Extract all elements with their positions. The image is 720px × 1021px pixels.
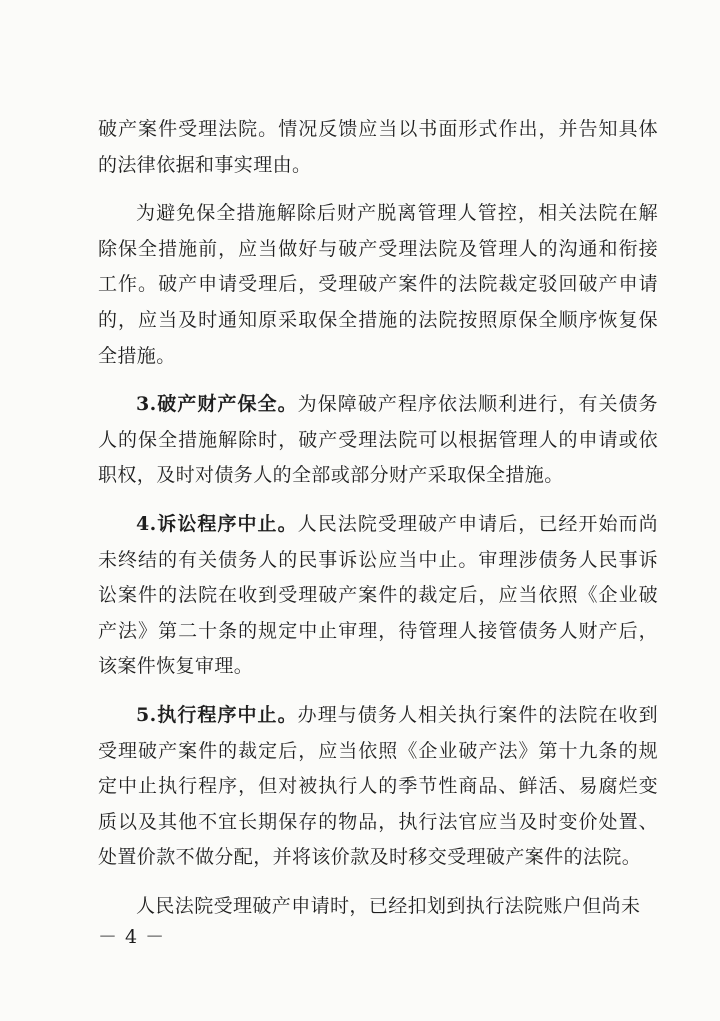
paragraph-2-text: 为避免保全措施解除后财产脱离管理人管控，相关法院在解除保全措施前，应当做好与破产受理法院及管理人的沟通和衔接工作。破产申请受理后，受理破产案件的法院裁定驳回破产申请的，应当及时通知原采取保全措施的法院按照原保全顺序恢复保全措施。	[98, 202, 658, 367]
paragraph-3-text: 为保障破产程序依法顺利进行，有关债务人的保全措施解除时，破产受理法院可以根据管理人的申请或依职权，及时对债务人的全部或部分财产采取保全措施。	[98, 393, 658, 487]
paragraph-3-heading: 3.破产财产保全。	[136, 393, 298, 416]
paragraph-5-heading: 5.执行程序中止。	[136, 703, 298, 726]
paragraph-1	[98, 112, 658, 183]
page-number: － 4 －	[98, 926, 166, 948]
paragraph-5-text: 办理与债务人相关执行案件的法院在收到受理破产案件的裁定后，应当依照《企业破产法》第十九条的规定中止执行程序，但对被执行人的季节性商品、鲜活、易腐烂变质以及其他不宜长期保存的物品，执行法官应当及时变价处置、处置价款不做分配，并将该价款及时移交受理破产案件的法院。	[98, 703, 658, 869]
paragraph-6	[98, 889, 658, 925]
paragraph-1-text: 破产案件受理法院。情况反馈应当以书面形式作出，并告知具体的法律依据和事实理由。	[98, 118, 658, 176]
paragraph-4	[98, 507, 658, 685]
paragraph-2	[98, 196, 658, 374]
body-text	[98, 112, 658, 937]
paragraph-3	[98, 387, 658, 494]
paragraph-4-text: 人民法院受理破产申请后，已经开始而尚未终结的有关债务人的民事诉讼应当中止。审理涉债务人民事诉讼案件的法院在收到受理破产案件的裁定后，应当依照《企业破产法》第二十条的规定中止审理，待管理人接管债务人财产后，该案件恢复审理。	[98, 512, 658, 678]
paragraph-5	[98, 698, 658, 876]
paragraph-4-heading: 4.诉讼程序中止。	[136, 512, 298, 535]
paragraph-6-text: 人民法院受理破产申请时，已经扣划到执行法院账户但尚未	[136, 894, 641, 917]
